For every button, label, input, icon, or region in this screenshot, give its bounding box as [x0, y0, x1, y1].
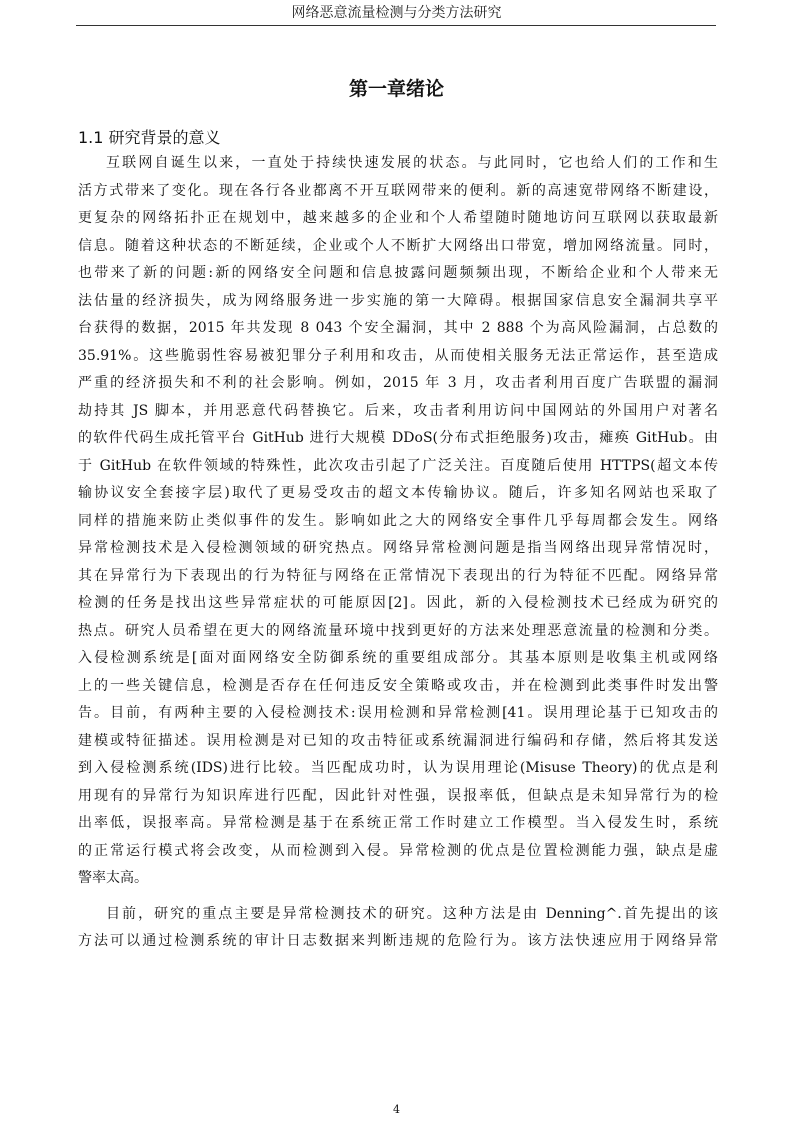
paragraph-2: [78, 901, 718, 956]
text-line: 目前，研究的重点主要是异常检测技术的研究。这种方法是由 Denning^.首先提出的该: [106, 905, 718, 922]
running-header: 网络恶意流量检测与分类方法研究: [291, 5, 502, 21]
text-line: 到入侵检测系统(IDS)进行比较。当匹配成功时，认为误用理论(Misuse Theory)的优点是利: [78, 760, 718, 776]
text-line: 入侵检测系统是[面对面网络安全防御系统的重要组成部分。其基本原则是收集主机或网络: [78, 650, 718, 666]
paragraph-1: [78, 150, 718, 893]
text-line: 检测的任务是找出这些异常症状的可能原因[2]。因此，新的入侵检测技术已经成为研究的: [78, 595, 718, 611]
text-line: 异常检测技术是入侵检测领域的研究热点。网络异常检测问题是指当网络出现异常情况时，: [78, 540, 718, 556]
text-line: 也带来了新的问题:新的网络安全问题和信息披露问题频频出现，不断给企业和个人带来无: [78, 265, 718, 281]
text-line: 法估量的经济损失，成为网络服务进一步实施的第一大障碍。根据国家信息安全漏洞共享平: [78, 292, 718, 309]
text-line: 输协议安全套接字层)取代了更易受攻击的超文本传输协议。随后，许多知名网站也采取了: [78, 485, 718, 501]
text-line: 35.91%。这些脆弱性容易被犯罪分子利用和攻击，从而使相关服务无法正常运作，甚至造成: [78, 347, 718, 364]
text-line: 互联网自诞生以来，一直处于持续快速发展的状态。与此同时，它也给人们的工作和生: [106, 155, 718, 171]
text-line: 用现有的异常行为知识库进行匹配，因此针对性强，误报率低，但缺点是未知异常行为的检: [78, 787, 718, 804]
text-line: 其在异常行为下表现出的行为特征与网络在正常情况下表现出的行为特征不匹配。网络异常: [78, 567, 718, 584]
text-line: 上的一些关键信息，检测是否存在任何违反安全策略或攻击，并在检测到此类事件时发出警: [78, 677, 718, 694]
text-line: 于 GitHub 在软件领域的特殊性，此次攻击引起了广泛关注。百度随后使用 HTTPS(超文本传: [78, 457, 718, 474]
text-line: 同样的措施来防止类似事件的发生。影响如此之大的网络安全事件几乎每周都会发生。网络: [78, 512, 718, 529]
text-line: 建模或特征描述。误用检测是对已知的攻击特征或系统漏洞进行编码和存储，然后将其发送: [78, 732, 718, 749]
text-line: 活方式带来了变化。现在各行各业都离不开互联网带来的便利。新的高速宽带网络不断建设，: [78, 182, 718, 199]
page-number: 4: [393, 1103, 400, 1116]
text-line: 的正常运行模式将会改变，从而检测到入侵。异常检测的优点是位置检测能力强，缺点是虚: [78, 842, 718, 859]
text-line: 热点。研究人员希望在更大的网络流量环境中找到更好的方法来处理恶意流量的检测和分类。: [78, 622, 718, 639]
text-line: 警率太高。: [78, 870, 148, 886]
text-line: 劫持其 JS 脚本，并用恶意代码替换它。后来，攻击者利用访问中国网站的外国用户对著名: [78, 402, 718, 419]
text-line: 信息。随着这种状态的不断延续，企业或个人不断扩大网络出口带宽，增加网络流量。同时，: [78, 237, 718, 254]
text-line: 更复杂的网络拓扑正在规划中，越来越多的企业和个人希望随时随地访问互联网以获取最新: [78, 210, 718, 226]
body-text: [78, 150, 718, 956]
text-line: 严重的经济损失和不利的社会影响。例如，2015 年 3 月，攻击者利用百度广告联盟的漏洞: [78, 375, 718, 391]
paragraph-spacer: [78, 893, 718, 901]
header-divider: [76, 25, 716, 26]
chapter-title: 第一章绪论: [348, 78, 444, 100]
section-heading: 1.1 研究背景的意义: [78, 128, 221, 147]
text-line: 方法可以通过检测系统的审计日志数据来判断违规的危险行为。该方法快速应用于网络异常: [78, 933, 718, 949]
text-line: 出率低，误报率高。异常检测是基于在系统正常工作时建立工作模型。当入侵发生时，系统: [78, 815, 718, 831]
text-line: 台获得的数据，2015 年共发现 8 043 个安全漏洞，其中 2 888 个为高风险漏洞，占总数的: [78, 320, 718, 336]
text-line: 的软件代码生成托管平台 GitHub 进行大规模 DDoS(分布式拒绝服务)攻击，瘫痪 GitHub。由: [78, 430, 718, 446]
text-line: 告。目前，有两种主要的入侵检测技术:误用检测和异常检测[41。误用理论基于已知攻击的: [78, 705, 718, 721]
